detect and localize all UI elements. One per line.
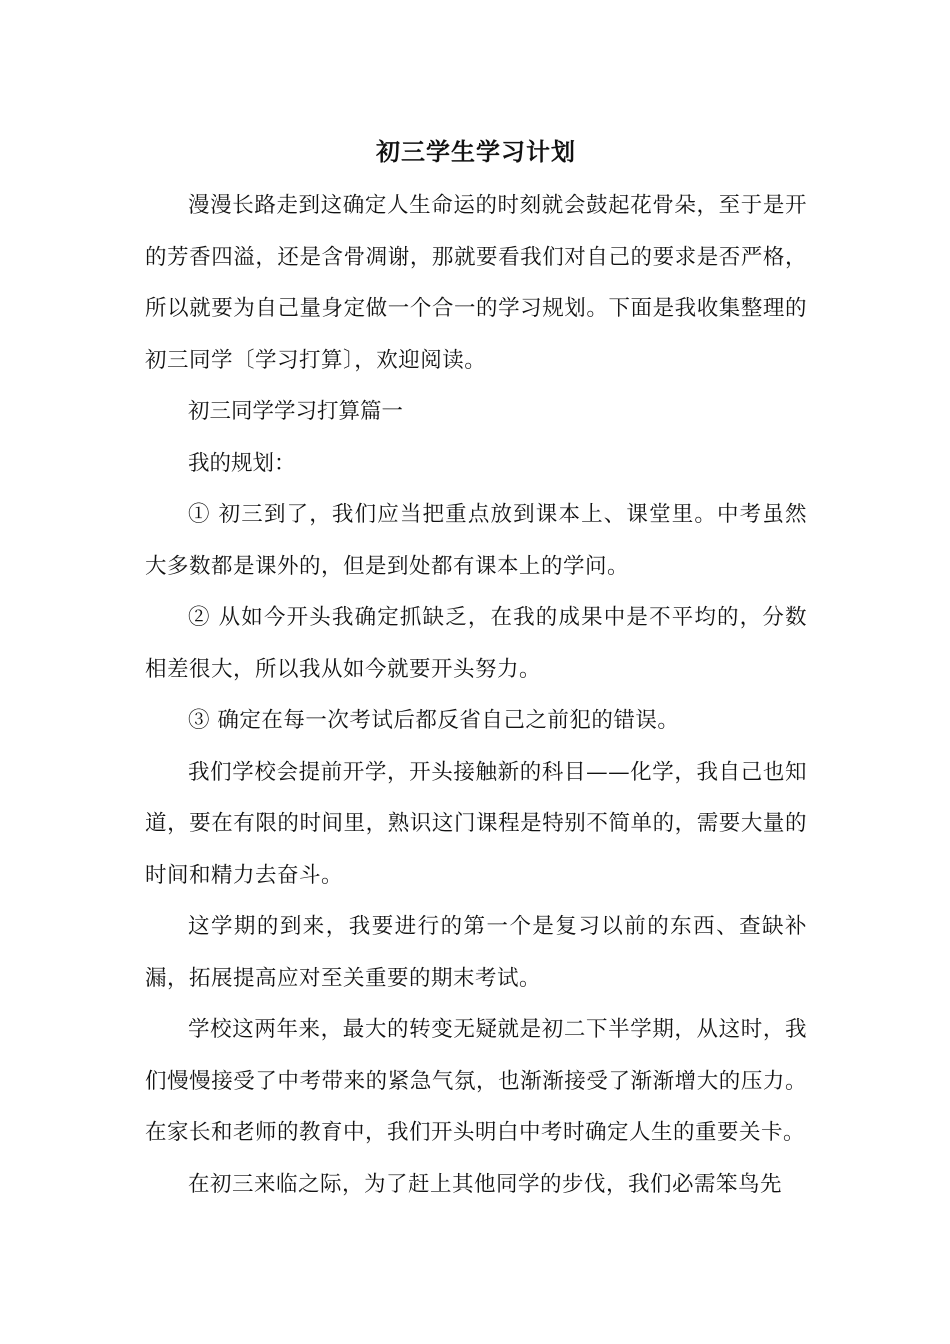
plan-item-3: ③ 确定在每一次考试后都反省自己之前犯的错误。 xyxy=(188,708,680,733)
section-heading: 初三同学学习打算篇一 xyxy=(188,399,404,424)
plan-label: 我的规划： xyxy=(188,450,296,476)
paragraph-closing: 在初三来临之际，为了赶上其他同学的步伐，我们必需笨鸟先 xyxy=(188,1171,783,1197)
paragraph-intro: 漫漫长路走到这确定人生命运的时刻就会鼓起花骨朵，至于是开的芳香四溢，还是含骨凋谢，那就要看我们对自己的要求是否严格，所以就要为自己量身定做一个合一的学习规划。下面是我收集整理的初三同学〔学习打算〕，欢迎阅读。 xyxy=(145,193,807,373)
plan-item-1: ① 初三到了，我们应当把重点放到课本上、课堂里。中考虽然大多数都是课外的，但是到处都有课本上的学问。 xyxy=(145,502,807,579)
paragraph-pressure: 学校这两年来，最大的转变无疑就是初二下半学期，从这时，我们慢慢接受了中考带来的紧急气氛，也渐渐接受了渐渐增大的压力。在家长和老师的教育中，我们开头明白中考时确定人生的重要关卡。 xyxy=(145,1017,807,1145)
paragraph-review: 这学期的到来，我要进行的第一个是复习以前的东西、查缺补漏，拓展提高应对至关重要的期末考试。 xyxy=(145,914,807,991)
paragraph-chemistry: 我们学校会提前开学，开头接触新的科目——化学，我自己也知道，要在有限的时间里，熟识这门课程是特别不简单的，需要大量的时间和精力去奋斗。 xyxy=(145,759,807,888)
document-title: 初三学生学习计划 xyxy=(376,137,576,166)
document-body xyxy=(145,132,807,1210)
plan-item-2: ② 从如今开头我确定抓缺乏，在我的成果中是不平均的，分数相差很大，所以我从如今就要开头努力。 xyxy=(145,605,807,682)
